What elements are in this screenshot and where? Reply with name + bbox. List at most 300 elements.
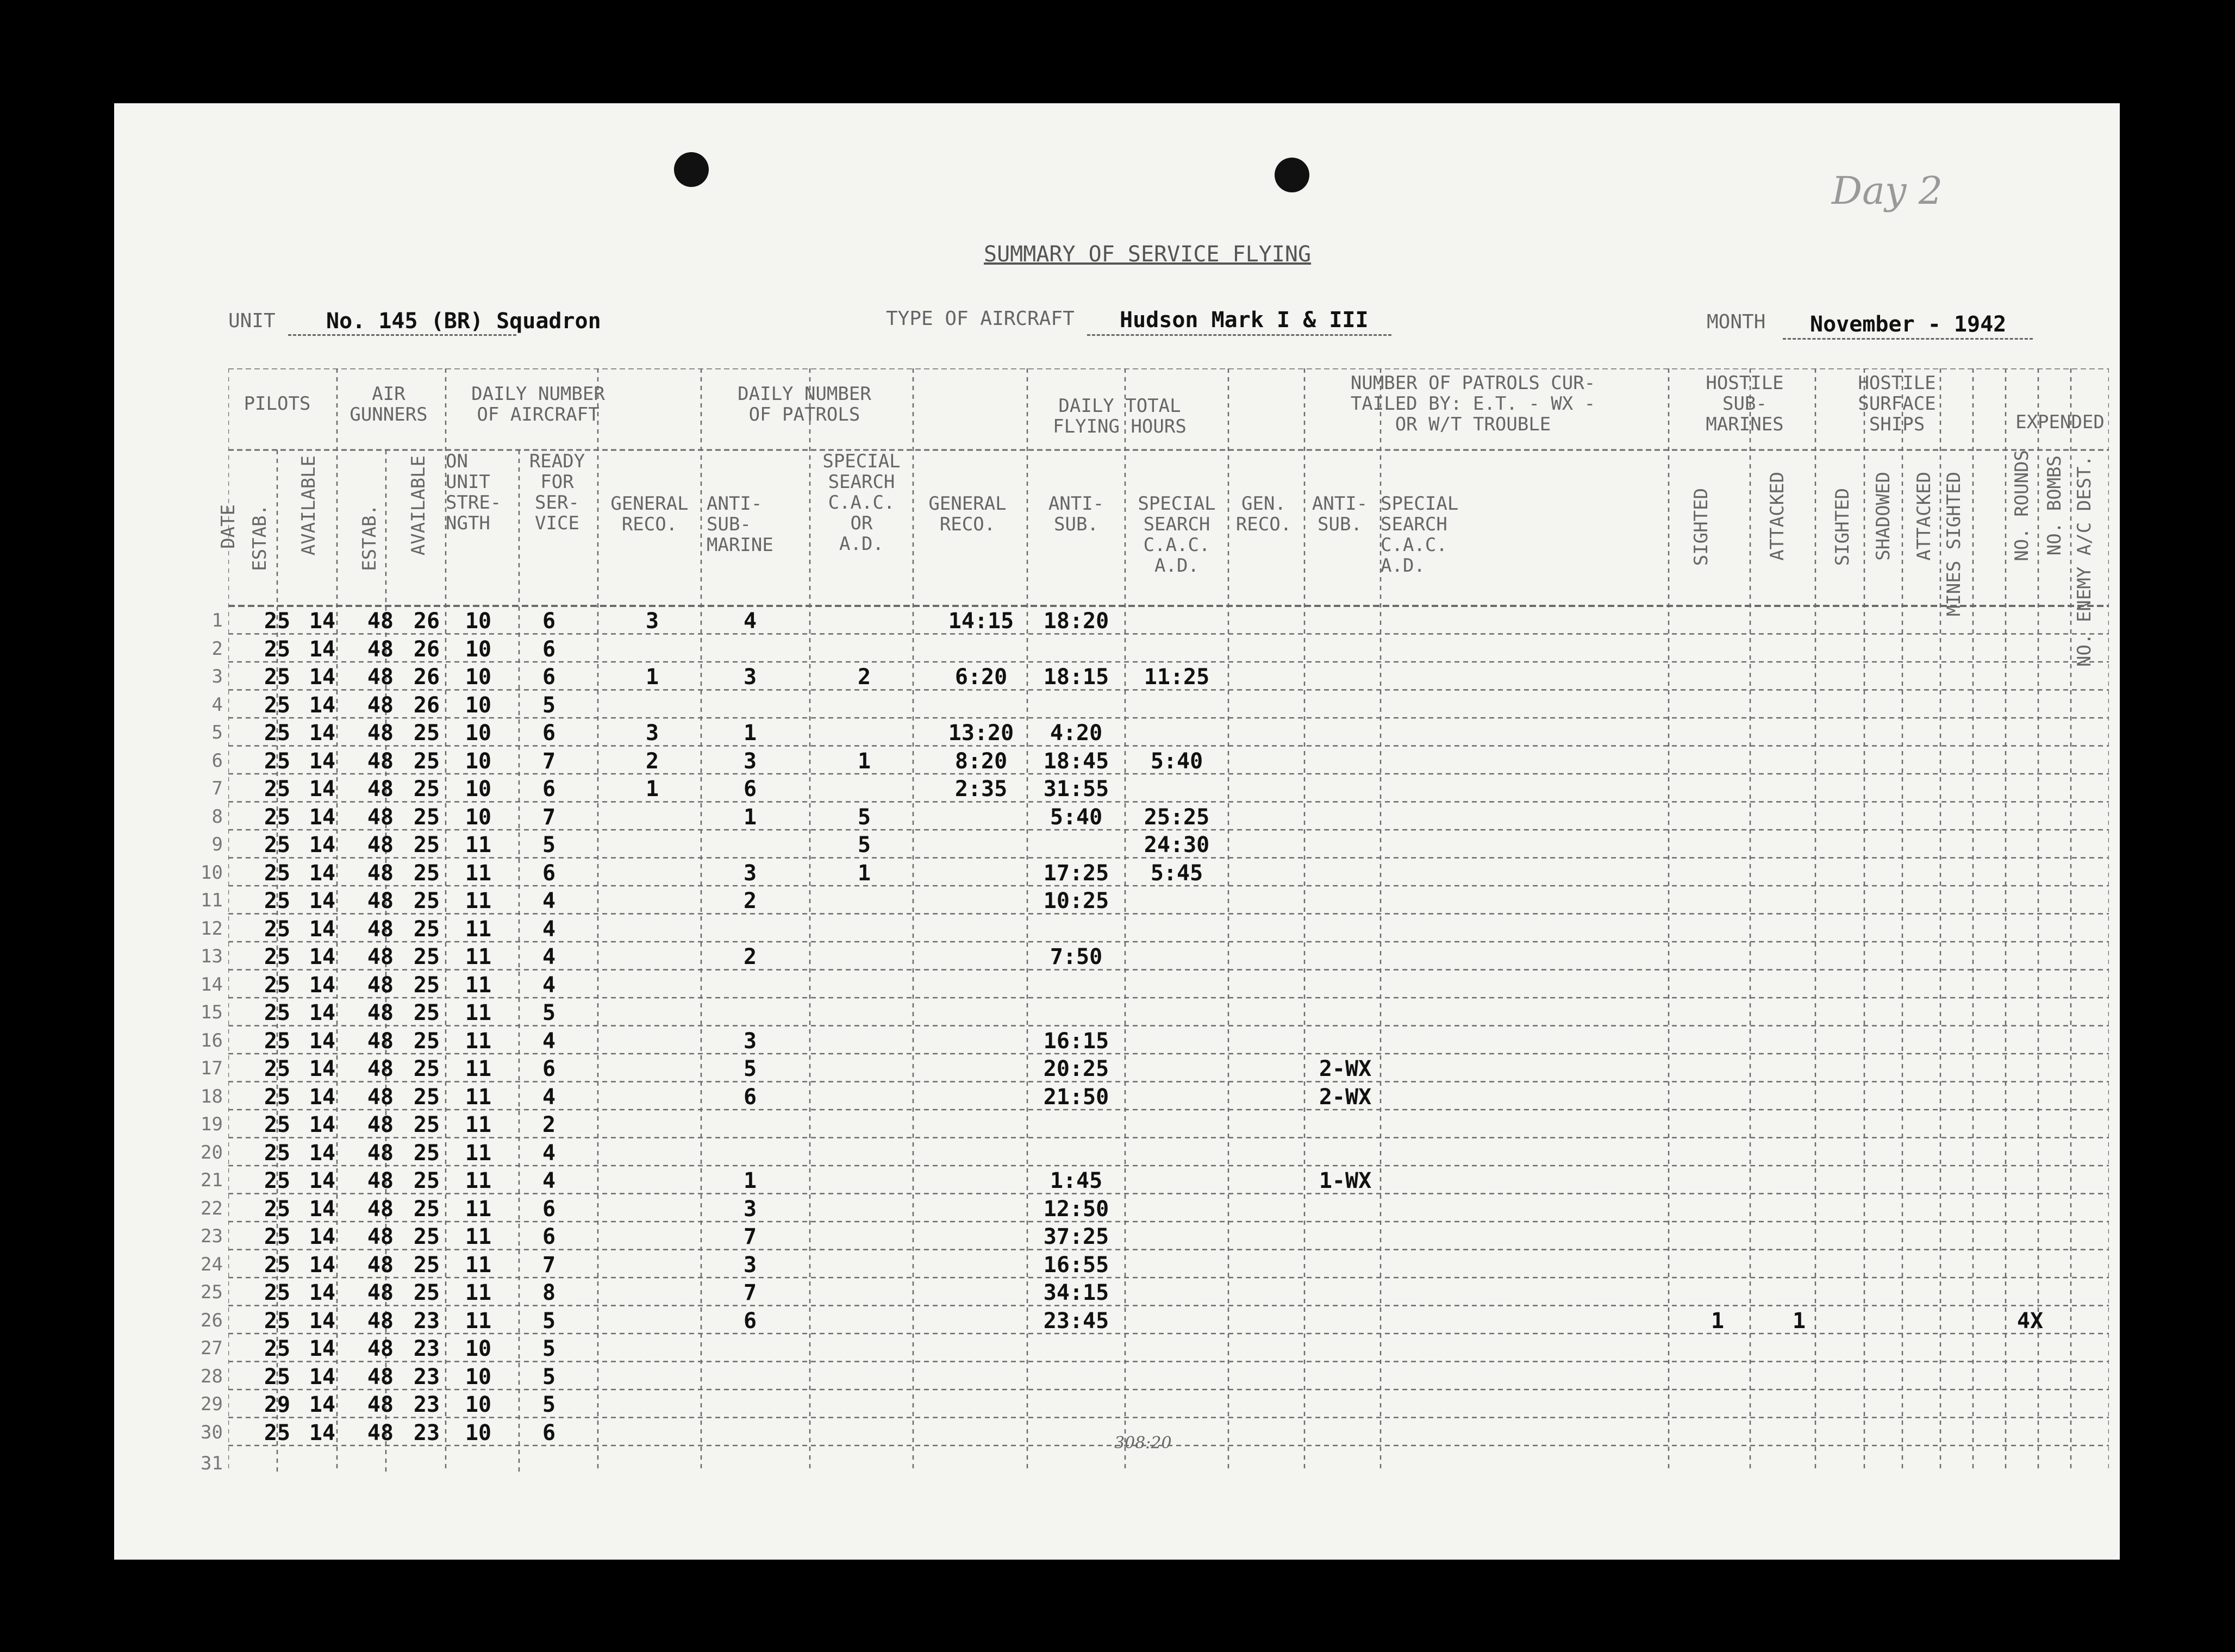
cell-gunners-estab: 48	[367, 748, 394, 774]
cell-patrols-general-reco: 2	[645, 748, 659, 774]
cell-gunners-available: 25	[413, 777, 440, 802]
cell-patrols-anti-sub: 3	[743, 860, 757, 886]
cell-gunners-estab: 48	[367, 1420, 394, 1446]
table-row	[201, 1111, 2109, 1140]
group-daily-patrols: DAILY NUMBER OF PATROLS	[738, 383, 871, 425]
cell-gunners-estab: 48	[367, 916, 394, 942]
cell-on-unit-strength: 10	[465, 609, 492, 634]
cell-on-unit-strength: 10	[465, 1336, 492, 1361]
cell-ready-for-service: 6	[542, 1056, 556, 1081]
cell-gunners-estab: 48	[367, 1280, 394, 1305]
cell-gunners-estab: 48	[367, 972, 394, 998]
cell-pilots-available: 14	[309, 804, 336, 830]
cell-ready-for-service: 4	[542, 1028, 556, 1054]
cell-pilots-estab: 25	[264, 721, 291, 746]
col-hours-special-search: SPECIAL SEARCH C.A.C. A.D.	[1138, 493, 1216, 577]
cell-gunners-available: 25	[413, 1084, 440, 1110]
cell-pilots-estab: 25	[264, 1140, 291, 1166]
handwritten-total-note: 308:20	[1114, 1434, 1172, 1453]
cell-hours-special-search: 5:45	[1150, 860, 1203, 886]
group-pilots: PILOTS	[244, 393, 311, 415]
cell-patrols-anti-sub: 4	[743, 609, 757, 634]
cell-hours-special-search: 24:30	[1144, 833, 1210, 858]
cell-gunners-estab: 48	[367, 1140, 394, 1166]
cell-gunners-estab: 48	[367, 1168, 394, 1193]
cell-pilots-available: 14	[309, 777, 336, 802]
cell-gunners-available: 23	[413, 1392, 440, 1417]
table-row	[201, 1140, 2109, 1168]
col-enemy-aircraft-destroyed: NO. ENEMY A/C DEST.	[2074, 455, 2095, 667]
cell-gunners-available: 26	[413, 609, 440, 634]
col-subs-sighted: SIGHTED	[1690, 488, 1712, 566]
cell-pilots-estab: 25	[264, 1196, 291, 1222]
cell-on-unit-strength: 10	[465, 804, 492, 830]
group-air-gunners: AIR GUNNERS	[349, 383, 428, 425]
cell-ready-for-service: 7	[542, 748, 556, 774]
cell-on-unit-strength: 10	[465, 1392, 492, 1417]
cell-patrols-anti-sub: 7	[743, 1280, 757, 1305]
col-patrols-special-search: SPECIAL SEARCH C.A.C. OR A.D.	[822, 450, 901, 555]
cell-on-unit-strength: 10	[465, 692, 492, 718]
cell-pilots-available: 14	[309, 1420, 336, 1446]
cell-pilots-estab: 25	[264, 916, 291, 942]
cell-patrols-anti-sub: 3	[743, 1252, 757, 1278]
cell-pilots-estab: 25	[264, 636, 291, 662]
cell-patrols-anti-sub: 6	[743, 1308, 757, 1334]
cell-pilots-estab: 25	[264, 777, 291, 802]
cell-pilots-estab: 25	[264, 833, 291, 858]
cell-gunners-available: 25	[413, 1224, 440, 1249]
day-number: 12	[201, 917, 223, 940]
cell-hours-special-search: 5:40	[1150, 748, 1203, 774]
day-number: 30	[201, 1421, 223, 1443]
cell-pilots-estab: 25	[264, 888, 291, 913]
cell-patrols-general-reco: 1	[645, 777, 659, 802]
group-daily-hours: DAILY TOTAL FLYING HOURS	[1053, 395, 1187, 437]
cell-hours-anti-sub: 23:45	[1043, 1308, 1109, 1334]
cell-ready-for-service: 6	[542, 1196, 556, 1222]
cell-gunners-estab: 48	[367, 1000, 394, 1025]
col-ships-attacked: ATTACKED	[1913, 472, 1935, 561]
cell-pilots-available: 14	[309, 1280, 336, 1305]
cell-gunners-available: 25	[413, 888, 440, 913]
table-row	[211, 775, 2109, 804]
cell-curtailed-anti-sub: 2-WX	[1319, 1056, 1372, 1081]
cell-gunners-available: 25	[413, 860, 440, 886]
cell-pilots-available: 14	[309, 1168, 336, 1193]
cell-pilots-available: 14	[309, 1392, 336, 1417]
col-rounds: NO. ROUNDS	[2011, 450, 2033, 561]
table-row	[201, 999, 2109, 1028]
cell-patrols-general-reco: 1	[645, 665, 659, 690]
cell-pilots-estab: 25	[264, 692, 291, 718]
cell-on-unit-strength: 11	[465, 944, 492, 969]
cell-gunners-estab: 48	[367, 777, 394, 802]
cell-ready-for-service: 6	[542, 1420, 556, 1446]
cell-on-unit-strength: 10	[465, 665, 492, 690]
cell-rounds-expended: 4X	[2017, 1308, 2044, 1334]
cell-patrols-general-reco: 3	[645, 721, 659, 746]
day-number: 3	[211, 666, 223, 687]
cell-gunners-available: 25	[413, 1056, 440, 1081]
cell-gunners-available: 25	[413, 1140, 440, 1166]
cell-ready-for-service: 6	[542, 721, 556, 746]
cell-hours-anti-sub: 37:25	[1043, 1224, 1109, 1249]
cell-patrols-general-reco: 3	[645, 609, 659, 634]
cell-on-unit-strength: 11	[465, 833, 492, 858]
cell-patrols-anti-sub: 6	[743, 1084, 757, 1110]
cell-ready-for-service: 5	[542, 692, 556, 718]
cell-gunners-available: 25	[413, 1000, 440, 1025]
unit-value: No. 145 (BR) Squadron	[326, 309, 601, 334]
month-value: November - 1942	[1810, 312, 2007, 337]
group-curtailed: NUMBER OF PATROLS CUR- TAILED BY: E.T. - WX - OR W/T TROUBLE	[1350, 372, 1596, 435]
cell-patrols-special-search: 5	[857, 804, 871, 830]
cell-pilots-available: 14	[309, 860, 336, 886]
cell-pilots-available: 14	[309, 748, 336, 774]
cell-pilots-estab: 25	[264, 1252, 291, 1278]
cell-pilots-estab: 25	[264, 972, 291, 998]
cell-pilots-estab: 25	[264, 1168, 291, 1193]
cell-gunners-estab: 48	[367, 609, 394, 634]
cell-ready-for-service: 5	[542, 1392, 556, 1417]
day-number: 26	[201, 1309, 223, 1331]
cell-pilots-available: 14	[309, 665, 336, 690]
document-page	[114, 103, 2120, 1560]
col-curtailed-special-search: SPECIAL SEARCH C.A.C. A.D.	[1381, 493, 1459, 577]
cell-patrols-anti-sub: 3	[743, 748, 757, 774]
month-label: MONTH	[1707, 311, 1766, 333]
cell-on-unit-strength: 11	[465, 1196, 492, 1222]
cell-pilots-estab: 25	[264, 860, 291, 886]
cell-on-unit-strength: 11	[465, 916, 492, 942]
cell-gunners-estab: 48	[367, 1196, 394, 1222]
cell-pilots-estab: 25	[264, 1420, 291, 1446]
cell-gunners-estab: 48	[367, 1308, 394, 1334]
col-gunners-available: AVAILABLE	[408, 455, 429, 556]
day-number: 2	[211, 637, 223, 660]
col-subs-attacked: ATTACKED	[1766, 472, 1788, 561]
day-number: 25	[201, 1281, 223, 1303]
cell-gunners-estab: 48	[367, 1364, 394, 1390]
cell-gunners-available: 25	[413, 1280, 440, 1305]
table-row	[201, 1363, 2109, 1392]
cell-hours-anti-sub: 10:25	[1043, 888, 1109, 913]
cell-pilots-available: 14	[309, 1112, 336, 1137]
cell-ready-for-service: 6	[542, 1224, 556, 1249]
col-bombs: NO. BOMBS	[2044, 455, 2065, 556]
punch-hole	[1275, 158, 1309, 192]
col-ready-for-service: READY FOR SER- VICE	[529, 450, 585, 534]
cell-on-unit-strength: 11	[465, 972, 492, 998]
cell-hours-anti-sub: 18:20	[1043, 609, 1109, 634]
cell-ready-for-service: 4	[542, 1168, 556, 1193]
cell-gunners-available: 23	[413, 1364, 440, 1390]
table-row	[201, 1279, 2109, 1307]
cell-patrols-anti-sub: 6	[743, 777, 757, 802]
cell-on-unit-strength: 11	[465, 1084, 492, 1110]
cell-pilots-available: 14	[309, 972, 336, 998]
table-row	[201, 1084, 2109, 1112]
cell-ready-for-service: 7	[542, 804, 556, 830]
cell-gunners-available: 25	[413, 1112, 440, 1137]
cell-hours-anti-sub: 18:15	[1043, 665, 1109, 690]
cell-gunners-available: 25	[413, 944, 440, 969]
cell-gunners-available: 26	[413, 665, 440, 690]
cell-pilots-estab: 25	[264, 1028, 291, 1054]
col-pilots-estab: ESTAB.	[249, 504, 271, 571]
table-row	[211, 831, 2109, 860]
table-row	[201, 860, 2109, 888]
cell-patrols-special-search: 1	[857, 860, 871, 886]
cell-pilots-estab: 25	[264, 1000, 291, 1025]
table-row	[201, 1196, 2109, 1224]
group-daily-aircraft: DAILY NUMBER OF AIRCRAFT	[471, 383, 605, 425]
cell-ready-for-service: 6	[542, 860, 556, 886]
day-number: 15	[201, 1002, 223, 1023]
cell-gunners-estab: 48	[367, 665, 394, 690]
col-date: DATE	[217, 504, 239, 549]
cell-pilots-available: 14	[309, 1000, 336, 1025]
cell-gunners-estab: 48	[367, 944, 394, 969]
day-number: 18	[201, 1085, 223, 1107]
cell-on-unit-strength: 11	[465, 1168, 492, 1193]
cell-pilots-available: 14	[309, 888, 336, 913]
table-row	[211, 719, 2109, 748]
cell-hours-anti-sub: 7:50	[1050, 944, 1103, 969]
cell-gunners-available: 25	[413, 721, 440, 746]
cell-pilots-estab: 25	[264, 1224, 291, 1249]
cell-pilots-available: 14	[309, 1308, 336, 1334]
table-row	[201, 972, 2109, 1000]
cell-ready-for-service: 2	[542, 1112, 556, 1137]
cell-gunners-available: 23	[413, 1420, 440, 1446]
cell-ready-for-service: 5	[542, 1000, 556, 1025]
cell-gunners-estab: 48	[367, 1252, 394, 1278]
cell-pilots-available: 14	[309, 1224, 336, 1249]
cell-pilots-available: 14	[309, 1252, 336, 1278]
cell-pilots-estab: 25	[264, 1056, 291, 1081]
cell-gunners-available: 23	[413, 1336, 440, 1361]
cell-on-unit-strength: 10	[465, 748, 492, 774]
col-curtailed-anti-sub: ANTI- SUB.	[1312, 493, 1368, 535]
cell-gunners-estab: 48	[367, 888, 394, 913]
day-number: 10	[201, 861, 223, 884]
table-row	[211, 692, 2109, 720]
cell-on-unit-strength: 11	[465, 1056, 492, 1081]
cell-gunners-available: 25	[413, 748, 440, 774]
cell-patrols-anti-sub: 3	[743, 1196, 757, 1222]
cell-on-unit-strength: 10	[465, 777, 492, 802]
cell-hours-special-search: 11:25	[1144, 665, 1210, 690]
cell-patrols-anti-sub: 3	[743, 1028, 757, 1054]
cell-hours-anti-sub: 17:25	[1043, 860, 1109, 886]
cell-patrols-anti-sub: 2	[743, 888, 757, 913]
table-row	[201, 1167, 2109, 1196]
cell-ready-for-service: 8	[542, 1280, 556, 1305]
cell-gunners-available: 25	[413, 916, 440, 942]
cell-hours-anti-sub: 4:20	[1050, 721, 1103, 746]
cell-ready-for-service: 6	[542, 636, 556, 662]
cell-pilots-available: 14	[309, 1336, 336, 1361]
day-number: 5	[211, 722, 223, 743]
cell-on-unit-strength: 11	[465, 1252, 492, 1278]
cell-gunners-estab: 48	[367, 860, 394, 886]
day-number: 9	[211, 834, 223, 855]
cell-pilots-available: 14	[309, 1196, 336, 1222]
table-row	[211, 636, 2109, 664]
cell-gunners-available: 25	[413, 1168, 440, 1193]
cell-pilots-estab: 25	[264, 1084, 291, 1110]
cell-on-unit-strength: 10	[465, 1364, 492, 1390]
cell-patrols-anti-sub: 1	[743, 804, 757, 830]
cell-on-unit-strength: 10	[465, 721, 492, 746]
cell-gunners-available: 25	[413, 1196, 440, 1222]
table-row	[201, 1251, 2109, 1280]
cell-gunners-available: 25	[413, 972, 440, 998]
col-ships-sighted: SIGHTED	[1832, 488, 1853, 566]
document-title: SUMMARY OF SERVICE FLYING	[984, 242, 1312, 267]
cell-hours-general-reco: 8:20	[954, 748, 1008, 774]
cell-on-unit-strength: 11	[465, 1028, 492, 1054]
cell-hours-general-reco: 13:20	[948, 721, 1014, 746]
group-hostile-submarines: HOSTILE SUB- MARINES	[1706, 372, 1784, 435]
cell-hours-anti-sub: 18:45	[1043, 748, 1109, 774]
col-patrols-general-reco: GENERAL RECO.	[610, 493, 689, 535]
cell-pilots-estab: 25	[264, 748, 291, 774]
cell-hours-general-reco: 2:35	[954, 777, 1008, 802]
cell-gunners-estab: 48	[367, 1056, 394, 1081]
cell-ready-for-service: 6	[542, 665, 556, 690]
day-number: 29	[201, 1393, 223, 1415]
table-row	[211, 608, 2109, 636]
cell-gunners-estab: 48	[367, 692, 394, 718]
cell-on-unit-strength: 11	[465, 888, 492, 913]
cell-curtailed-anti-sub: 2-WX	[1319, 1084, 1372, 1110]
cell-patrols-special-search: 5	[857, 833, 871, 858]
cell-patrols-anti-sub: 1	[743, 721, 757, 746]
day-number: 20	[201, 1141, 223, 1163]
col-mines-sighted: MINES SIGHTED	[1943, 472, 1965, 617]
group-hostile-surface-ships: HOSTILE SURFACE SHIPS	[1858, 372, 1936, 435]
cell-patrols-anti-sub: 1	[743, 1168, 757, 1193]
service-flying-table	[201, 368, 2109, 1474]
col-patrols-anti-submarine: ANTI- SUB- MARINE	[707, 493, 773, 556]
day-number: 14	[201, 973, 223, 996]
aircraft-type-label: TYPE OF AIRCRAFT	[886, 308, 1075, 330]
cell-on-unit-strength: 11	[465, 1140, 492, 1166]
punch-hole	[674, 152, 709, 187]
cell-hours-special-search: 25:25	[1144, 804, 1210, 830]
col-curtailed-gen-reco: GEN. RECO.	[1235, 493, 1292, 535]
cell-pilots-estab: 25	[264, 1112, 291, 1137]
day-number: 11	[201, 890, 223, 911]
cell-pilots-available: 14	[309, 916, 336, 942]
day-number: 27	[201, 1337, 223, 1359]
cell-pilots-available: 14	[309, 721, 336, 746]
cell-gunners-available: 26	[413, 692, 440, 718]
cell-on-unit-strength: 10	[465, 636, 492, 662]
day-number: 16	[201, 1029, 223, 1052]
cell-gunners-available: 25	[413, 804, 440, 830]
cell-gunners-estab: 48	[367, 1112, 394, 1137]
cell-pilots-estab: 25	[264, 1308, 291, 1334]
day-number: 13	[201, 946, 223, 967]
cell-pilots-estab: 25	[264, 1336, 291, 1361]
col-hours-anti-sub: ANTI- SUB.	[1048, 493, 1104, 535]
cell-gunners-estab: 48	[367, 1392, 394, 1417]
cell-ready-for-service: 7	[542, 1252, 556, 1278]
cell-on-unit-strength: 11	[465, 1308, 492, 1334]
cell-gunners-estab: 48	[367, 1336, 394, 1361]
day-number: 17	[201, 1057, 223, 1079]
cell-gunners-estab: 48	[367, 804, 394, 830]
cell-pilots-available: 14	[309, 1028, 336, 1054]
table-row	[201, 1055, 2109, 1084]
cell-on-unit-strength: 11	[465, 1112, 492, 1137]
cell-ready-for-service: 4	[542, 1140, 556, 1166]
col-pilots-available: AVAILABLE	[298, 455, 320, 556]
table-row	[201, 1335, 2109, 1363]
cell-gunners-estab: 48	[367, 833, 394, 858]
cell-pilots-estab: 25	[264, 1364, 291, 1390]
col-on-unit-strength: ON UNIT STRE- NGTH	[446, 450, 502, 534]
cell-patrols-special-search: 1	[857, 748, 871, 774]
day-number: 23	[201, 1225, 223, 1247]
col-ships-shadowed: SHADOWED	[1872, 472, 1894, 561]
cell-gunners-estab: 48	[367, 636, 394, 662]
col-hours-general-reco: GENERAL RECO.	[928, 493, 1007, 535]
cell-gunners-estab: 48	[367, 1028, 394, 1054]
cell-ready-for-service: 5	[542, 1308, 556, 1334]
day-number: 19	[201, 1113, 223, 1135]
cell-pilots-estab: 25	[264, 804, 291, 830]
cell-on-unit-strength: 10	[465, 1420, 492, 1446]
cell-pilots-available: 14	[309, 944, 336, 969]
day-number: 1	[211, 610, 223, 631]
day-number: 6	[211, 749, 223, 772]
table-row	[201, 887, 2109, 916]
table-row	[201, 1307, 2109, 1336]
cell-ready-for-service: 6	[542, 609, 556, 634]
cell-gunners-available: 23	[413, 1308, 440, 1334]
unit-label: UNIT	[228, 310, 276, 332]
cell-hours-anti-sub: 21:50	[1043, 1084, 1109, 1110]
cell-hours-anti-sub: 16:55	[1043, 1252, 1109, 1278]
cell-on-unit-strength: 11	[465, 1000, 492, 1025]
group-expended: EXPENDED	[2015, 411, 2105, 433]
cell-pilots-estab: 25	[264, 609, 291, 634]
cell-pilots-available: 14	[309, 1056, 336, 1081]
day-number: 8	[211, 805, 223, 828]
day-number: 7	[211, 778, 223, 799]
cell-ready-for-service: 4	[542, 972, 556, 998]
cell-ready-for-service: 6	[542, 777, 556, 802]
table-row	[211, 804, 2109, 832]
cell-curtailed-anti-sub: 1-WX	[1319, 1168, 1372, 1193]
cell-hours-general-reco: 6:20	[954, 665, 1008, 690]
table-row	[211, 748, 2109, 776]
cell-gunners-estab: 48	[367, 1084, 394, 1110]
cell-gunners-estab: 48	[367, 1224, 394, 1249]
cell-hours-anti-sub: 16:15	[1043, 1028, 1109, 1054]
cell-ready-for-service: 5	[542, 1364, 556, 1390]
cell-pilots-available: 14	[309, 1084, 336, 1110]
handwritten-corner-mark: Day 2	[1832, 168, 1943, 213]
cell-hours-anti-sub: 5:40	[1050, 804, 1103, 830]
cell-hours-anti-sub: 31:55	[1043, 777, 1109, 802]
cell-gunners-available: 25	[413, 1252, 440, 1278]
